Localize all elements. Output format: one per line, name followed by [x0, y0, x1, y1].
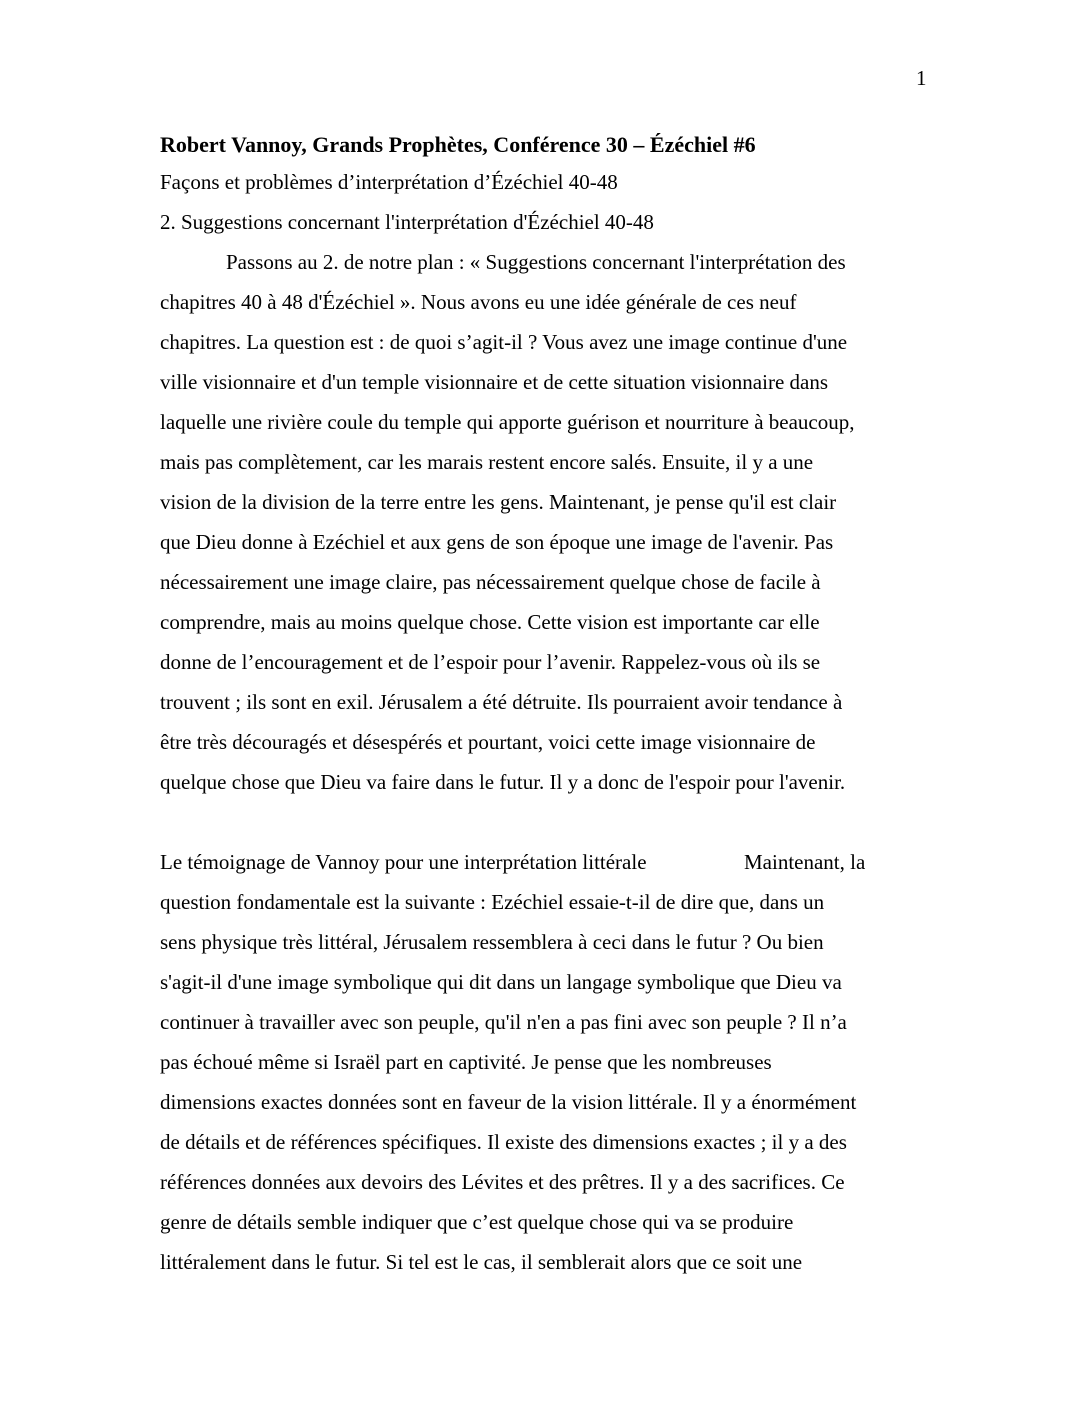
- page-number: 1: [916, 66, 927, 90]
- paragraph-line: que Dieu donne à Ezéchiel et aux gens de son époque une image de l'avenir. Pas: [160, 530, 834, 554]
- paragraph-line: genre de détails semble indiquer que c’est quelque chose qui va se produire: [160, 1210, 794, 1234]
- paragraph-line: nécessairement une image claire, pas nécessairement quelque chose de facile à: [160, 570, 821, 594]
- paragraph-first-line: [160, 842, 934, 882]
- inline-subheading: Le témoignage de Vannoy pour une interprétation littérale: [160, 850, 647, 874]
- paragraph-line: quelque chose que Dieu va faire dans le futur. Il y a donc de l'espoir pour l'avenir.: [160, 770, 846, 794]
- paragraph-line: vision de la division de la terre entre les gens. Maintenant, je pense qu'il est clair: [160, 490, 837, 514]
- paragraph-line: trouvent ; ils sont en exil. Jérusalem a été détruite. Ils pourraient avoir tendance à: [160, 690, 843, 714]
- paragraph-line: ville visionnaire et d'un temple visionnaire et de cette situation visionnaire dans: [160, 370, 829, 394]
- paragraph-line: dimensions exactes données sont en faveur de la vision littérale. Il y a énormément: [160, 1090, 857, 1114]
- paragraph-line: question fondamentale est la suivante : Ezéchiel essaie-t-il de dire que, dans un: [160, 890, 825, 914]
- paragraph-line: comprendre, mais au moins quelque chose. Cette vision est importante car elle: [160, 610, 820, 634]
- paragraph-line: chapitres 40 à 48 d'Ézéchiel ». Nous avons eu une idée générale de ces neuf: [160, 290, 797, 314]
- paragraph-line: continuer à travailler avec son peuple, qu'il n'en a pas fini avec son peuple ? Il n’a: [160, 1010, 847, 1034]
- paragraph-line: laquelle une rivière coule du temple qui apporte guérison et nourriture à beaucoup,: [160, 410, 855, 434]
- paragraph-line: sens physique très littéral, Jérusalem ressemblera à ceci dans le futur ? Ou bien: [160, 930, 824, 954]
- paragraph-line: références données aux devoirs des Lévites et des prêtres. Il y a des sacrifices. Ce: [160, 1170, 845, 1194]
- document-title: Robert Vannoy, Grands Prophètes, Conférence 30 – Ézéchiel #6: [160, 132, 756, 157]
- paragraph-line: être très découragés et désespérés et pourtant, voici cette image visionnaire de: [160, 730, 816, 754]
- paragraph-line: s'agit-il d'une image symbolique qui dit dans un langage symbolique que Dieu va: [160, 970, 842, 994]
- paragraph-spacer: [160, 802, 934, 842]
- section-heading: 2. Suggestions concernant l'interprétation d'Ézéchiel 40-48: [160, 210, 654, 234]
- document-subtitle: Façons et problèmes d’interprétation d’Ézéchiel 40-48: [160, 170, 618, 194]
- paragraph-line: donne de l’encouragement et de l’espoir pour l’avenir. Rappelez-vous où ils se: [160, 650, 821, 674]
- paragraph-literal-interpretation: [160, 842, 934, 1282]
- paragraph-line: littéralement dans le futur. Si tel est le cas, il semblerait alors que ce soit une: [160, 1250, 803, 1274]
- paragraph-line: de détails et de références spécifiques. Il existe des dimensions exactes ; il y a des: [160, 1130, 847, 1154]
- paragraph-line: mais pas complètement, car les marais restent encore salés. Ensuite, il y a une: [160, 450, 814, 474]
- document-body: [160, 128, 934, 1282]
- paragraph-first-line-text: Maintenant, la: [744, 850, 866, 874]
- paragraph-line: chapitres. La question est : de quoi s’agit-il ? Vous avez une image continue d'une: [160, 330, 848, 354]
- paragraph-line: pas échoué même si Israël part en captivité. Je pense que les nombreuses: [160, 1050, 772, 1074]
- paragraph-line: Passons au 2. de notre plan : « Suggestions concernant l'interprétation des: [226, 250, 846, 274]
- paragraph-suggestions: [160, 242, 934, 802]
